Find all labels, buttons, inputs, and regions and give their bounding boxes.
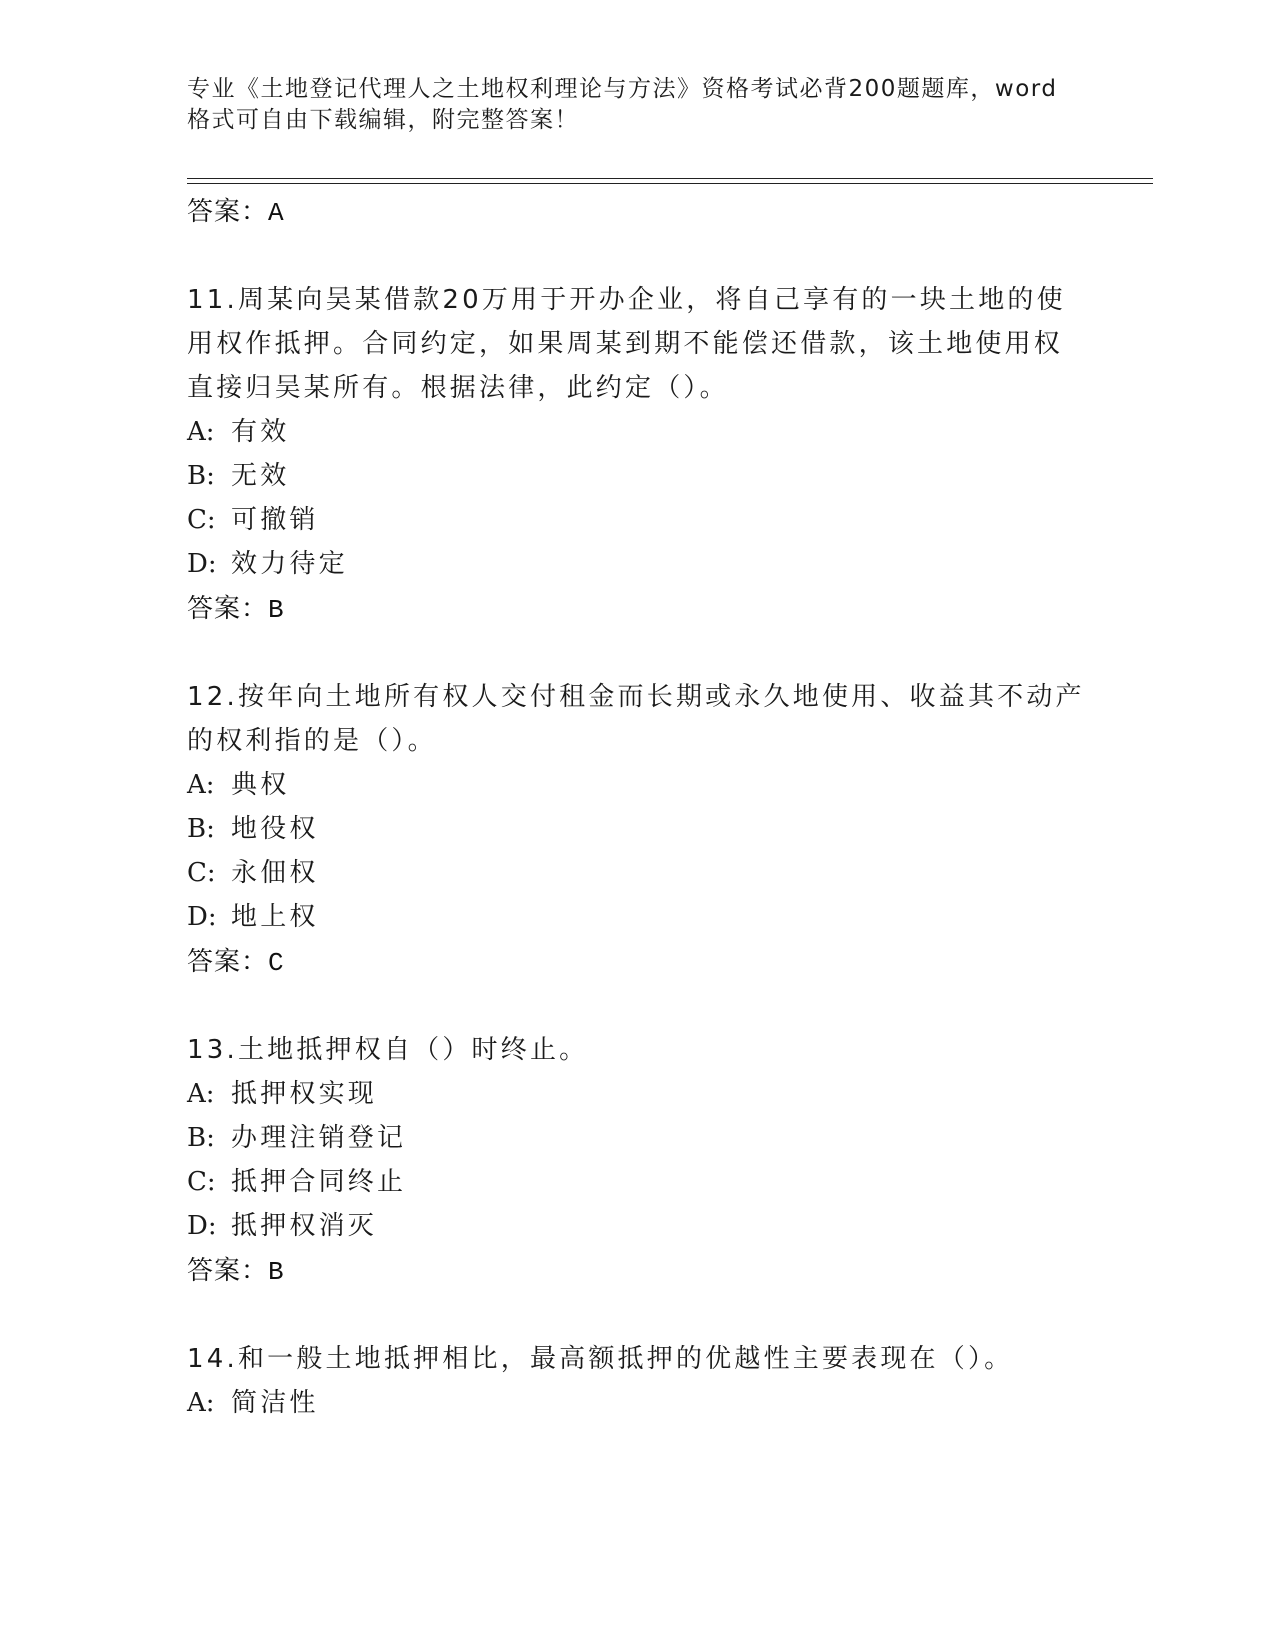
question-12-option-a (187, 769, 289, 801)
option-text: 效力待定 (231, 549, 348, 579)
option-letter: A: (187, 417, 215, 447)
answer-label: 答案： (187, 196, 269, 226)
question-11-line-2: 用权作抵押。合同约定，如果周某到期不能偿还借款，该土地使用权 (187, 329, 1064, 359)
option-letter: C: (187, 1167, 216, 1197)
question-12-line-2: 的权利指的是（）。 (187, 726, 437, 756)
answer-label: 答案： (187, 1255, 269, 1285)
answer-value: B (268, 595, 285, 625)
question-11-option-a (187, 416, 289, 448)
option-text: 无效 (231, 461, 290, 491)
header-divider-top (187, 178, 1153, 179)
option-text: 可撤销 (231, 505, 319, 535)
question-11-line-1: 11.周某向吴某借款20万用于开办企业，将自己享有的一块土地的使 (187, 285, 1066, 315)
question-12-option-d (187, 901, 319, 933)
question-14-line-1: 14.和一般土地抵押相比，最高额抵押的优越性主要表现在（）。 (187, 1344, 1014, 1374)
question-11-option-c (187, 504, 319, 536)
option-letter: B: (187, 1123, 215, 1153)
option-letter: D: (187, 549, 217, 579)
answer-value: C (268, 948, 285, 978)
question-13-line-1: 13.土地抵押权自（）时终止。 (187, 1035, 589, 1065)
answer-line-prev (187, 195, 285, 229)
question-12-option-c (187, 857, 319, 889)
option-text: 典权 (231, 770, 290, 800)
option-letter: B: (187, 814, 215, 844)
question-11-option-b (187, 460, 289, 492)
question-13-option-a (187, 1078, 377, 1110)
option-text: 地上权 (231, 902, 319, 932)
option-text: 简洁性 (231, 1388, 319, 1418)
option-letter: A: (187, 770, 215, 800)
option-text: 地役权 (231, 814, 319, 844)
question-11-option-d (187, 548, 348, 580)
question-13-option-c (187, 1166, 406, 1198)
answer-value: B (268, 1257, 285, 1287)
question-11-line-3: 直接归吴某所有。根据法律，此约定（）。 (187, 373, 729, 403)
answer-label: 答案： (187, 593, 269, 623)
document-header (187, 74, 1087, 136)
option-letter: A: (187, 1388, 215, 1418)
option-text: 永佃权 (231, 858, 319, 888)
option-letter: C: (187, 505, 216, 535)
option-text: 抵押权实现 (231, 1079, 378, 1109)
question-12-option-b (187, 813, 319, 845)
option-letter: B: (187, 461, 215, 491)
answer-label: 答案： (187, 946, 269, 976)
header-line-2: 格式可自由下载编辑，附完整答案！ (187, 107, 579, 133)
question-13-answer (187, 1254, 285, 1288)
question-11-answer (187, 592, 285, 626)
question-13-option-d (187, 1210, 377, 1242)
header-divider-bottom (187, 183, 1153, 184)
question-12-answer (187, 945, 285, 979)
option-letter: D: (187, 1211, 217, 1241)
option-letter: A: (187, 1079, 215, 1109)
option-letter: D: (187, 902, 217, 932)
option-letter: C: (187, 858, 216, 888)
header-line-1: 专业《土地登记代理人之土地权利理论与方法》资格考试必背200题题库，word (187, 76, 1058, 102)
option-text: 有效 (231, 417, 290, 447)
option-text: 抵押权消灭 (231, 1211, 378, 1241)
question-14-option-a (187, 1387, 319, 1419)
option-text: 抵押合同终止 (231, 1167, 407, 1197)
option-text: 办理注销登记 (231, 1123, 407, 1153)
question-13-option-b (187, 1122, 406, 1154)
answer-value: A (268, 198, 285, 228)
question-12-line-1: 12.按年向土地所有权人交付租金而长期或永久地使用、收益其不动产 (187, 682, 1085, 712)
